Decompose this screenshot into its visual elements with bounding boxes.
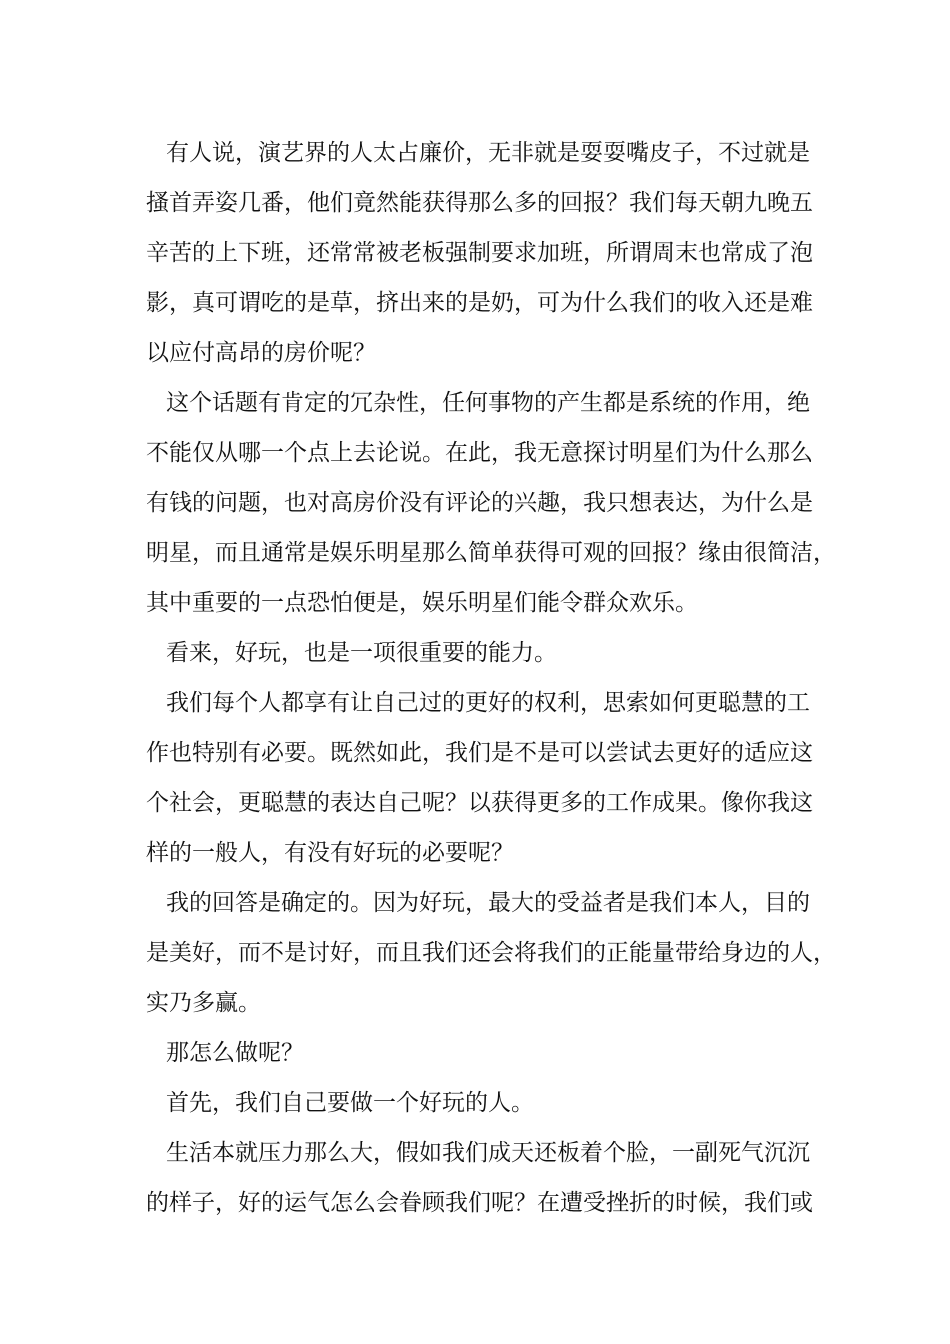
- paragraph-1-line-3: 辛苦的上下班，还常常被老板强制要求加班，所谓周末也常成了泡: [146, 240, 813, 266]
- paragraph-1-line-2: 搔首弄姿几番，他们竟然能获得那么多的回报？我们每天朝九晚五: [146, 190, 813, 216]
- paragraph-1-line-1: 有人说，演艺界的人太占廉价，无非就是耍耍嘴皮子，不过就是: [166, 140, 810, 166]
- document-body: [146, 128, 836, 1228]
- paragraph-1-line-4: 影，真可谓吃的是草，挤出来的是奶，可为什么我们的收入还是难: [146, 290, 813, 316]
- paragraph-3-line-1: 看来，好玩，也是一项很重要的能力。: [166, 640, 557, 666]
- paragraph-1-line-5: 以应付高昂的房价呢？: [146, 340, 376, 366]
- paragraph-2-line-3: 有钱的问题，也对高房价没有评论的兴趣，我只想表达，为什么是: [146, 490, 813, 516]
- paragraph-2-line-2: 不能仅从哪一个点上去论说。在此，我无意探讨明星们为什么那么: [146, 440, 813, 466]
- paragraph-5-line-3: 实乃多赢。: [146, 990, 261, 1016]
- paragraph-6-line-1: 那怎么做呢？: [166, 1040, 304, 1066]
- paragraph-4-line-3: 个社会，更聪慧的表达自己呢？以获得更多的工作成果。像你我这: [146, 790, 813, 816]
- paragraph-2-line-5: 其中重要的一点恐怕便是，娱乐明星们能令群众欢乐。: [146, 590, 698, 616]
- paragraph-4-line-2: 作也特别有必要。既然如此，我们是不是可以尝试去更好的适应这: [146, 740, 813, 766]
- paragraph-5-line-2: 是美好，而不是讨好，而且我们还会将我们的正能量带给身边的人，: [146, 940, 836, 966]
- paragraph-5-line-1: 我的回答是确定的。因为好玩，最大的受益者是我们本人，目的: [166, 890, 810, 916]
- paragraph-4-line-4: 样的一般人，有没有好玩的必要呢？: [146, 840, 514, 866]
- paragraph-2-line-1: 这个话题有肯定的冗杂性，任何事物的产生都是系统的作用，绝: [166, 390, 810, 416]
- paragraph-2-line-4: 明星，而且通常是娱乐明星那么简单获得可观的回报？缘由很简洁，: [146, 540, 836, 566]
- paragraph-4-line-1: 我们每个人都享有让自己过的更好的权利，思索如何更聪慧的工: [166, 690, 810, 716]
- paragraph-8-line-1: 生活本就压力那么大，假如我们成天还板着个脸，一副死气沉沉: [166, 1140, 810, 1166]
- paragraph-8-line-2: 的样子，好的运气怎么会眷顾我们呢？在遭受挫折的时候，我们或: [146, 1190, 813, 1216]
- paragraph-7-line-1: 首先，我们自己要做一个好玩的人。: [166, 1090, 534, 1116]
